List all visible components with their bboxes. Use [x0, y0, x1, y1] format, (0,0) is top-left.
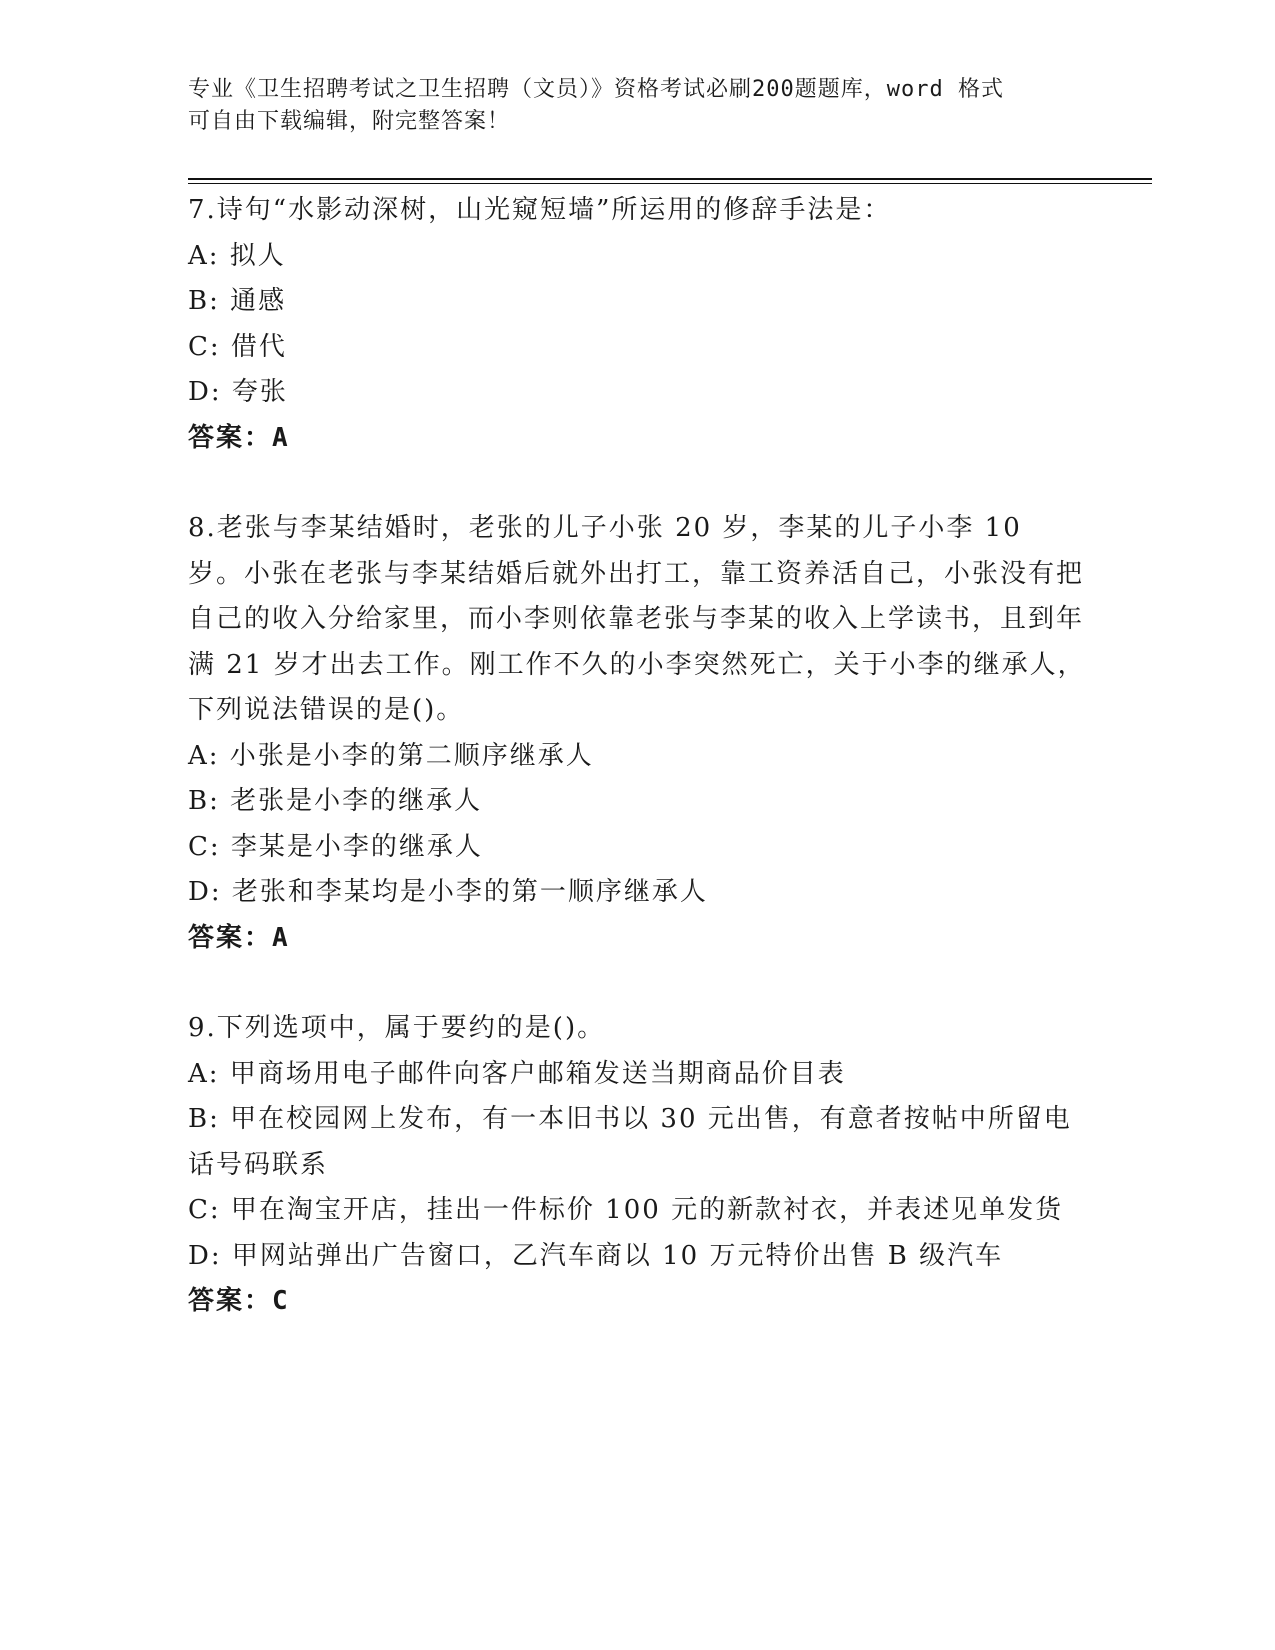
header-divider-thin — [188, 183, 1152, 184]
option-d: D: 甲网站弹出广告窗口，乙汽车商以 10 万元特价出售 B 级汽车 — [188, 1240, 1004, 1271]
header-line-2: 可自由下载编辑，附完整答案！ — [188, 109, 511, 134]
document-header — [188, 74, 1088, 138]
question-stem: 9.下列选项中，属于要约的是()。 — [188, 1013, 606, 1043]
option-d: D: 老张和李某均是小李的第一顺序继承人 — [188, 877, 708, 907]
option-b: B: 通感 — [188, 286, 287, 316]
option-d: D: 夸张 — [188, 377, 288, 407]
answer-label: 答案：A — [188, 922, 290, 953]
option-c: C: 李某是小李的继承人 — [188, 831, 483, 862]
answer-label: 答案：A — [188, 422, 290, 453]
option-b: B: 老张是小李的继承人 — [188, 786, 483, 816]
answer-label: 答案：C — [188, 1286, 290, 1316]
option-a: A: 拟人 — [188, 240, 286, 271]
question-7 — [188, 188, 1088, 461]
question-stem: 8.老张与李某结婚时，老张的儿子小张 20 岁，李某的儿子小李 10 岁。小张在老张与李某结婚后就外出打工，靠工资养活自己，小张没有把自己的收入分给家里，而小李则依靠老张与李某的收入上学读书，且到年满 21 岁才出去工作。刚工作不久的小李突然死亡，关于小李的继承人，下列说法错误的是()。 — [188, 513, 1086, 725]
header-divider — [188, 178, 1152, 180]
option-c: C: 借代 — [188, 331, 287, 362]
question-list — [188, 188, 1088, 1370]
option-b: B: 甲在校园网上发布，有一本旧书以 30 元出售，有意者按帖中所留电话号码联系 — [188, 1104, 1072, 1180]
option-c: C: 甲在淘宝开店，挂出一件标价 100 元的新款衬衣，并表述见单发货 — [188, 1195, 1064, 1225]
option-a: A: 小张是小李的第二顺序继承人 — [188, 740, 594, 771]
option-a: A: 甲商场用电子邮件向客户邮箱发送当期商品价目表 — [188, 1058, 846, 1089]
question-stem: 7.诗句“水影动深树，山光窥短墙”所运用的修辞手法是： — [188, 195, 892, 225]
question-8 — [188, 506, 1088, 961]
header-line-1: 专业《卫生招聘考试之卫生招聘（文员）》资格考试必刷200题题库，word 格式 — [188, 77, 1004, 102]
question-9 — [188, 1006, 1088, 1325]
